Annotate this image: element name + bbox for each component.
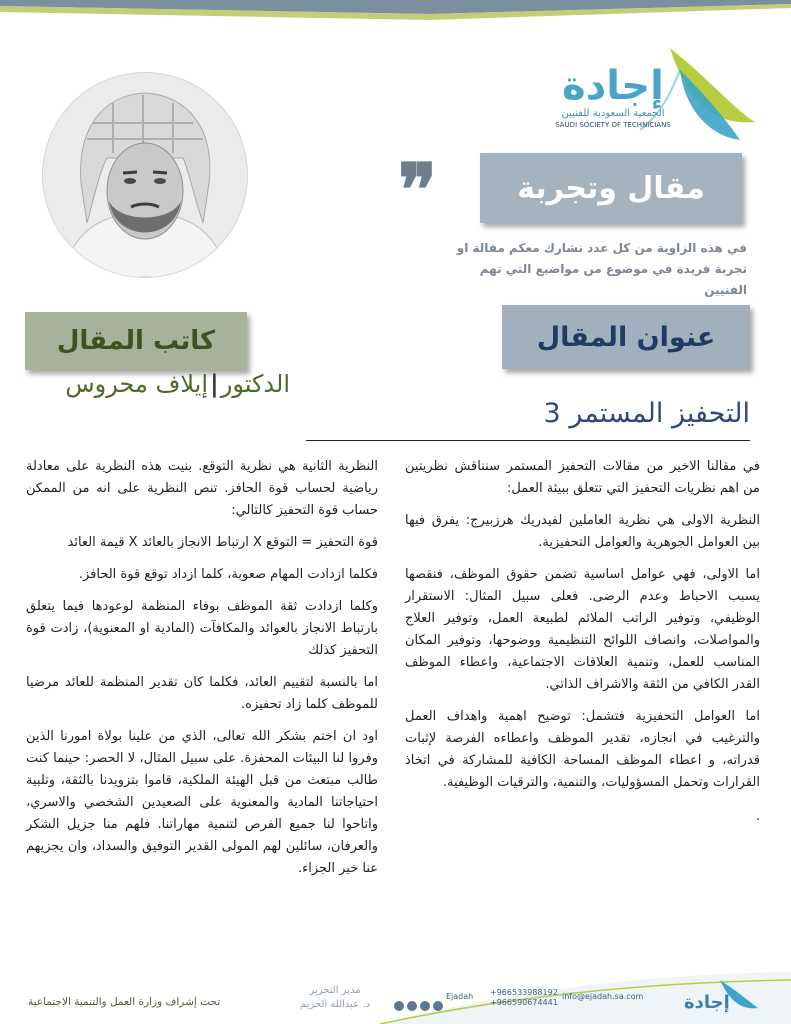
article-column-right: [405, 456, 760, 838]
intro-line: في هذه الزاوية من كل عدد نشارك معكم مقالة او: [456, 241, 747, 255]
footer-phone-1: +966533988192: [490, 988, 558, 997]
section-title: مقال وتجربة: [480, 153, 742, 223]
article-paragraph: اما بالنسبة لتقييم العائد، فكلما كان تقدير المنظمة للعائد مرضيا للموظف كلما زاد تحفيزه.: [26, 675, 378, 712]
intro-line: تجربة فريدة في موضوع من مواضيع التي تهم الفنيين: [479, 262, 747, 297]
article-paragraph: اما الاولى، فهي عوامل اساسية تضمن حقوق الموظف، فنقصها يسبب الاحباط وعدم الرضى. فعلى سبيل المثال: الاستقرار الوظيفي، وتوفير الراتب الملائم لطبيعة العمل، وتوفير العلاج والمواصلات، وانصاف اللوائح التنظيمية ووضوحها، وتوفير المكان المناسب للعمل، وتنمية العلاقات الاجتماعية، واعطاء الموظف القدر الكافي من الثقة والاشراف الذاتي.: [405, 567, 760, 692]
quote-marks-icon: ❞: [398, 147, 437, 232]
footer-email[interactable]: info@ejadah.sa.com: [562, 992, 644, 1001]
footer-phone-2: +966590674441: [490, 998, 558, 1007]
top-decorative-bar: [0, 0, 791, 30]
article-paragraph: النظرية الثانية هي نظرية التوقع. بنيت هذه النظرية على معادلة رياضية لحساب قوة الحافز. تنص النظرية على انه من الممكن حساب قوة التحفيز كالتالي:: [26, 459, 378, 518]
social-icon[interactable]: [420, 1001, 430, 1011]
social-icon[interactable]: [394, 1001, 404, 1011]
social-icon[interactable]: [407, 1001, 417, 1011]
article-column-left: [26, 456, 378, 890]
footer-supervision: تحت إشراف وزارة العمل والتنمية الاجتماعية: [28, 996, 221, 1008]
author-separator: |: [210, 370, 219, 398]
footer-logo-icon: [680, 976, 760, 1018]
logo-arabic-name: إجادة: [562, 63, 664, 109]
article-title: التحفيز المستمر 3: [543, 398, 750, 429]
article-paragraph: اما العوامل التحفيزية فتشمل: توضيح اهمية واهداف العمل والترغيب في انجازه، تقدير الموظف واعطاءه الفرصة لإثبات قدراته، و اعطاء الموظف المساحة الكافية للمشاركة في اتخاذ القرارات وتحمل المسؤوليات، والتنمية، والترقيات الوظيفية.: [405, 709, 760, 790]
author-prefix: الدكتور: [220, 370, 290, 398]
footer-social-icons: [394, 996, 446, 1015]
svg-text:إجادة: إجادة: [684, 992, 730, 1013]
article-paragraph: فكلما ازدادت المهام صعوبة، كلما ازداد توقع قوة الحافز.: [78, 567, 378, 582]
article-paragraph: اود ان اختم بشكر الله تعالى، الذي من علينا بولاة امورنا الذين وفروا لنا البيئات المحفزة. على سبيل المثال، لا الحصر: حينما كنت طالب مبتعث من قبل الهيئة الملكية، قاموا بتزويدنا بالثقة، وتلبية احتياجاتنا المادية والمعنوية على الصعيدين الشخصي والاسري، واتاحوا لنا جميع الفرص لتنمية مهاراتنا. فلهم منا جزيل الشكر والعرفان، سائلين لهم المولى القدير التوفيق والسداد، وان يجزيهم عنا خير الجزاء.: [26, 729, 378, 876]
logo-english-subtitle: SAUDI SOCIETY OF TECHNICIANS: [555, 121, 671, 129]
logo-text: [528, 64, 698, 130]
social-icon[interactable]: [433, 1001, 443, 1011]
logo-arabic-subtitle: الجمعية السعودية للفنيين: [561, 108, 665, 119]
article-paragraph: .: [755, 809, 760, 824]
section-intro: [435, 238, 747, 301]
editor-name: د. عبدالله الحزيم: [300, 999, 370, 1010]
portrait-illustration: [43, 73, 247, 277]
editor-label: مدير التحرير: [309, 985, 361, 996]
article-paragraph: وكلما ازدادت ثقة الموظف بوفاء المنظمة لوعودها فيما يتعلق بارتباط الانجاز بالعوائد والمكافآت (المادية او المعنوية)، زادت قوة التحفيز كذلك: [26, 599, 378, 658]
article-paragraph: في مقالنا الاخير من مقالات التحفيز المستمر سنناقش نظريتين من اهم نظريات التحفيز التي تتعلق ببيئة العمل:: [405, 459, 760, 496]
article-title-label: عنوان المقال: [502, 305, 750, 369]
author-full-name: إيلاف محروس: [65, 370, 208, 398]
footer-editor: [300, 984, 370, 1012]
author-label: كاتب المقال: [25, 312, 247, 370]
author-name: [28, 370, 290, 398]
article-formula: قوة التحفيز = التوقع X ارتباط الانجاز بالعائد X قيمة العائد: [67, 535, 378, 550]
footer-social-handle[interactable]: Ejadah: [446, 992, 474, 1001]
title-divider: [306, 440, 750, 441]
author-portrait: [42, 72, 248, 278]
article-paragraph: النظرية الاولى هي نظرية العاملين لفيدريك هرزبيرج: يفرق فيها بين العوامل الجوهرية والعوامل التحفيزية.: [405, 513, 760, 550]
